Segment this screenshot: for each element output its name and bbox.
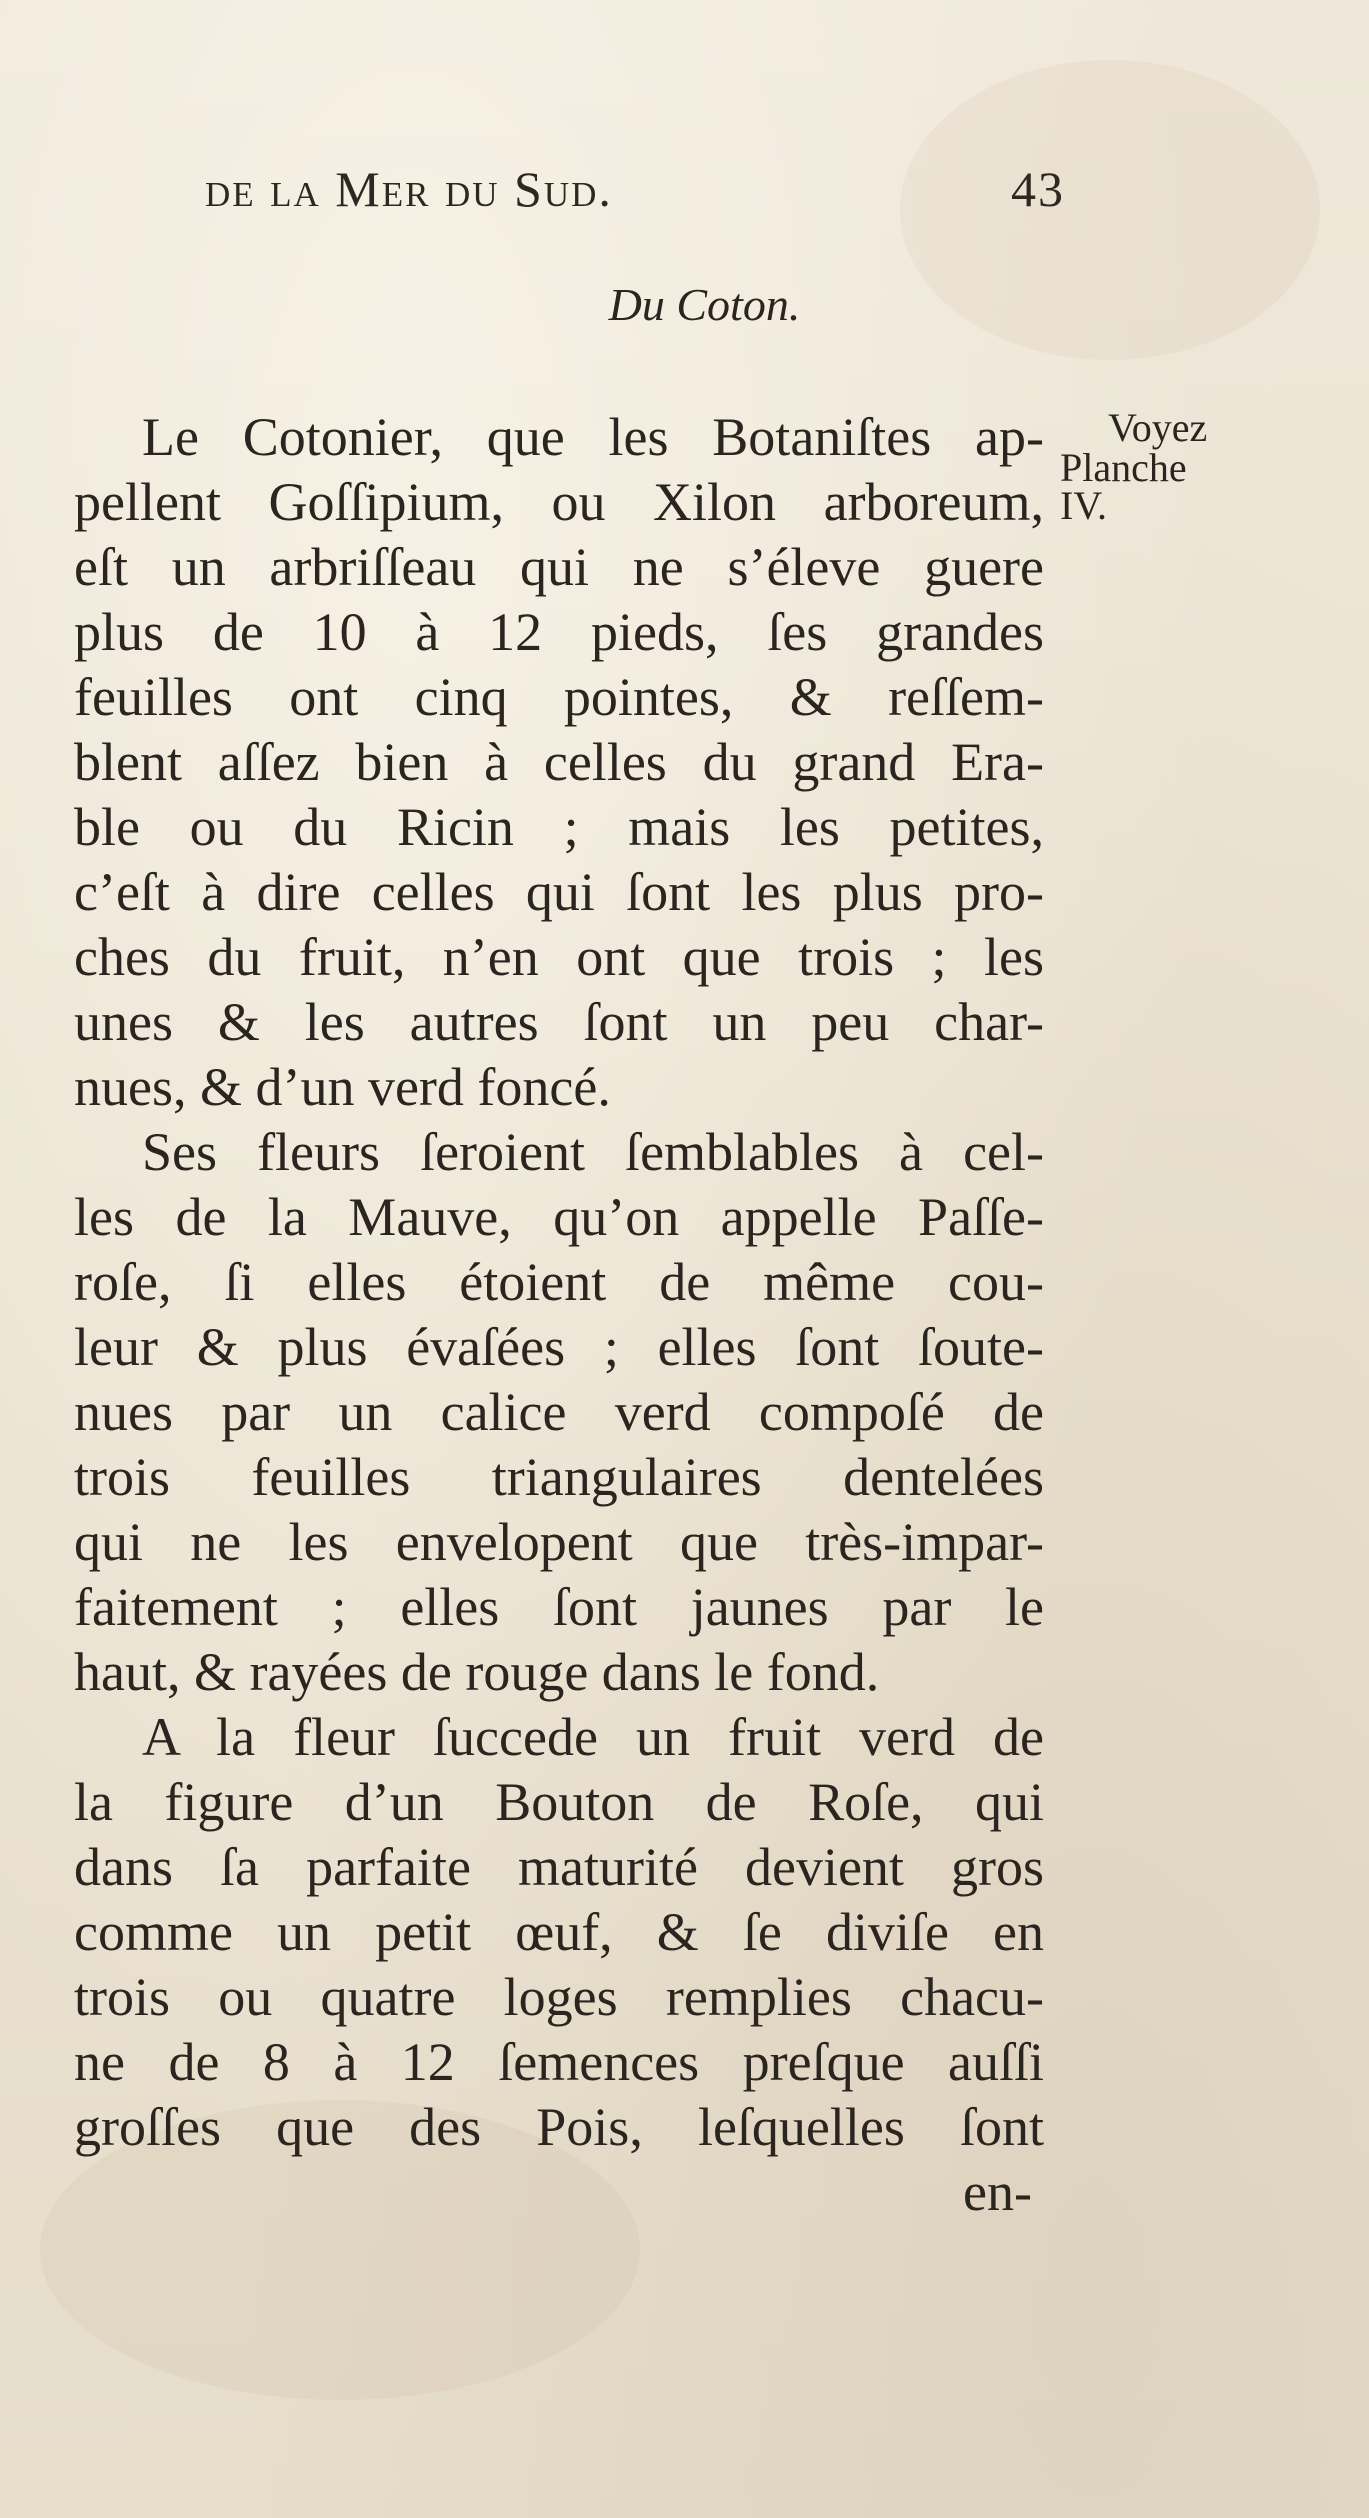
text-line: les de la Mauve, qu’on appelle Paſſe-: [74, 1187, 1044, 1247]
text-line: leur & plus évaſées ; elles ſont ſoute-: [74, 1317, 1044, 1377]
text-line: unes & les autres ſont un peu char-: [74, 992, 1044, 1052]
running-title: de la Mer du Sud.: [205, 161, 613, 217]
catchword: en-: [963, 2162, 1032, 2222]
text-line: Le Cotonier, que les Botaniſtes ap-: [142, 407, 1044, 467]
section-title: Du Coton.: [608, 279, 801, 330]
text-line: feuilles ont cinq pointes, & reſſem-: [74, 667, 1044, 727]
text-line: ches du fruit, n’en ont que trois ; les: [74, 927, 1044, 987]
text-line: roſe, ſi elles étoient de même cou-: [74, 1252, 1044, 1312]
text-line: trois feuilles triangulaires dentelées: [74, 1447, 1044, 1507]
text-line: nues, & d’un verd foncé.: [74, 1057, 611, 1117]
text-line: dans ſa parfaite maturité devient gros: [74, 1837, 1044, 1897]
running-header: [205, 160, 1065, 218]
margin-note-line: Voyez: [1108, 405, 1208, 450]
text-line: pellent Goſſipium, ou Xilon arboreum,: [74, 472, 1044, 532]
text-line: eſt un arbriſſeau qui ne s’éleve guere: [74, 537, 1044, 597]
text-line: faitement ; elles ſont jaunes par le: [74, 1577, 1044, 1637]
text-line: ble ou du Ricin ; mais les petites,: [74, 797, 1044, 857]
text-line: plus de 10 à 12 pieds, ſes grandes: [74, 602, 1044, 662]
text-line: ne de 8 à 12 ſemences preſque auſſi: [74, 2032, 1044, 2092]
text-line: nues par un calice verd compoſé de: [74, 1382, 1044, 1442]
body-text: [74, 405, 1044, 2225]
text-line: blent aſſez bien à celles du grand Era-: [74, 732, 1044, 792]
text-line: trois ou quatre loges remplies chacu-: [74, 1967, 1044, 2027]
text-line: haut, & rayées de rouge dans le fond.: [74, 1642, 880, 1702]
text-line: la figure d’un Bouton de Roſe, qui: [74, 1772, 1044, 1832]
margin-note: [1060, 405, 1240, 528]
text-line: Ses fleurs ſeroient ſemblables à cel-: [142, 1122, 1044, 1182]
text-line: comme un petit œuf, & ſe diviſe en: [74, 1902, 1044, 1962]
margin-note-line: IV.: [1060, 483, 1108, 528]
text-line: groſſes que des Pois, leſquelles ſont: [74, 2097, 1044, 2157]
text-line: c’eſt à dire celles qui ſont les plus pro-: [74, 862, 1044, 922]
page-number: 43: [1011, 161, 1065, 217]
text-line: qui ne les envelopent que très-impar-: [74, 1512, 1044, 1572]
margin-note-line: Planche: [1060, 445, 1187, 490]
text-line: A la fleur ſuccede un fruit verd de: [142, 1707, 1044, 1767]
